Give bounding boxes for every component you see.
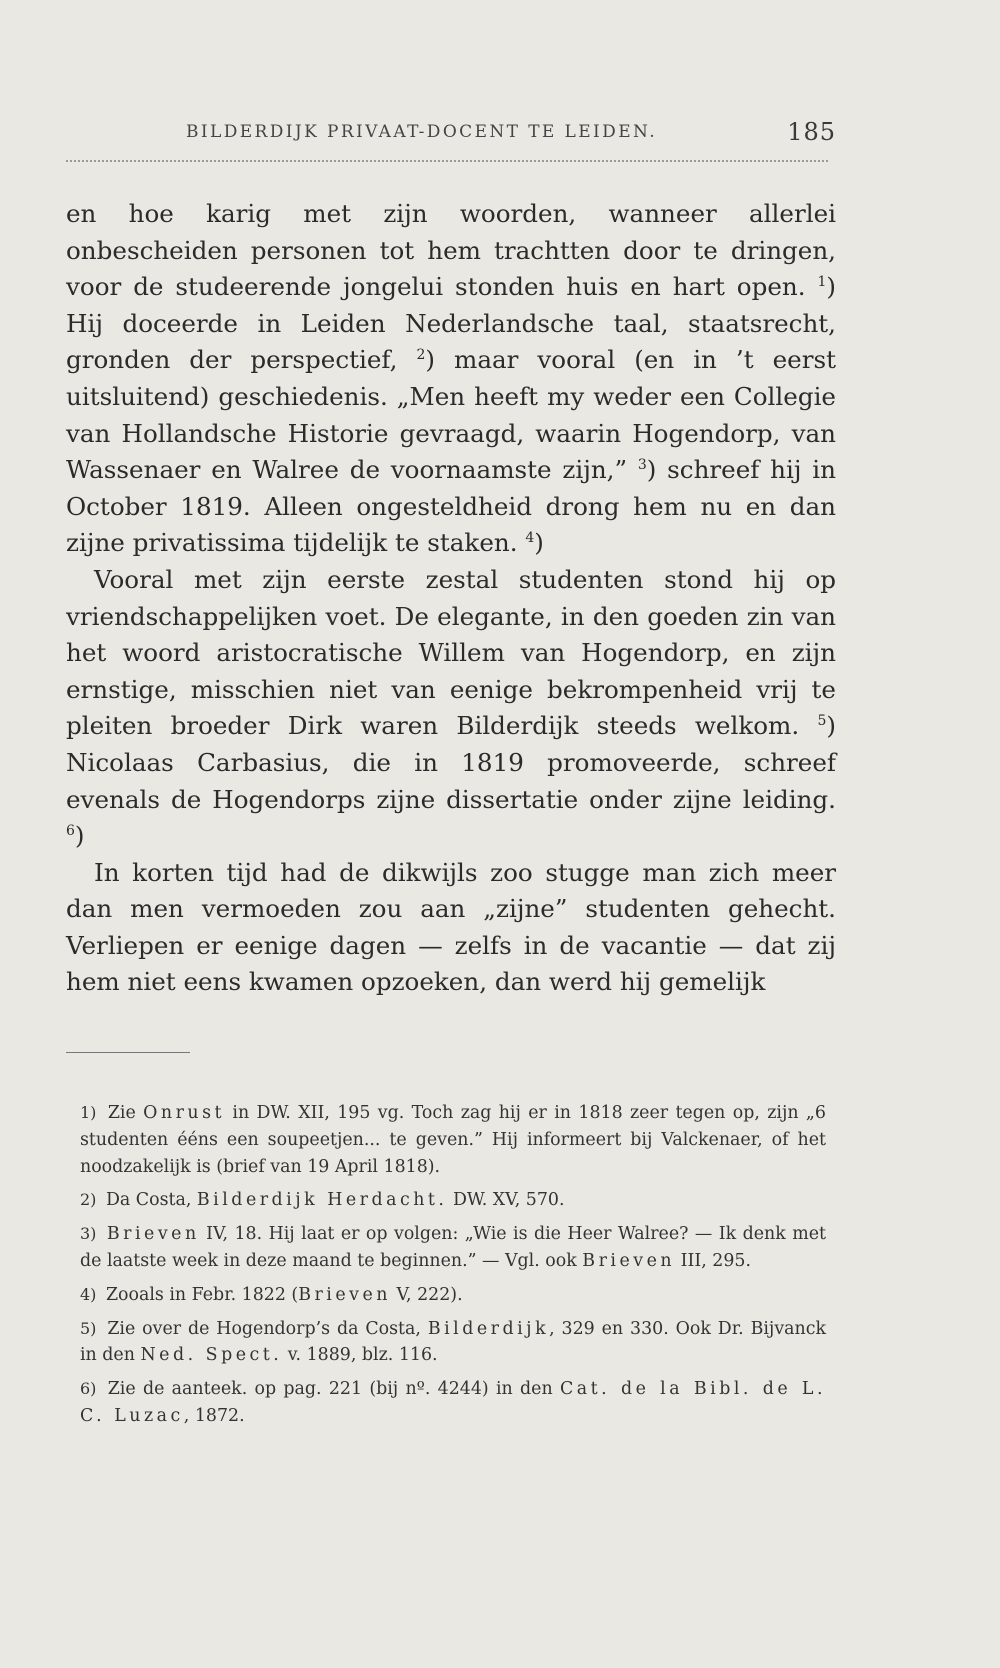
text-run: Da Costa, — [105, 1190, 197, 1211]
page-number: 185 — [787, 118, 836, 146]
text-run: ) schreef hij in October 1819. Alleen ongesteldheid drong hem nu en dan zijne privatissima tijdelijk te staken. — [66, 455, 836, 558]
spaced-title: Brieven — [106, 1224, 200, 1245]
page-header — [186, 118, 836, 150]
footnote-number: 5) — [80, 1318, 97, 1338]
text-run: in DW. XII, 195 vg. Toch zag hij er in 1818 zeer tegen op, zijn „6 studenten ééns een soupeetjen... te geven.” Hij informeert bij Valckenaer, of het noodzakelijk is (brief van 19 April 1818). — [80, 1103, 826, 1177]
footnote-3 — [66, 1221, 826, 1275]
spaced-title: Bilderdijk — [427, 1318, 550, 1339]
header-rule — [66, 160, 828, 162]
footnote-number: 3) — [80, 1224, 97, 1244]
footnote-ref: 3 — [637, 456, 647, 473]
spaced-title: Ned. Spect. — [140, 1345, 283, 1366]
footnote-2 — [66, 1187, 826, 1214]
text-run: ) Nicolaas Carbasius, die in 1819 promoveerde, schreef evenals de Hogendorps zijne dissertatie onder zijne leiding. — [66, 711, 836, 814]
footnotes — [66, 1100, 826, 1437]
text-run: ) — [534, 528, 544, 558]
footnote-4 — [66, 1282, 826, 1309]
text-run: Zie — [107, 1103, 144, 1123]
footnote-5 — [66, 1316, 826, 1370]
text-run: , 329 en 330. Ook Dr. Bijvanck in den — [80, 1318, 826, 1366]
footnote-ref: 2 — [416, 347, 426, 364]
footnote-ref: 6 — [66, 822, 75, 839]
spaced-title: Cat. de la Bibl. de L. C. Luzac — [80, 1379, 827, 1426]
text-run: v. 1889, blz. 116. — [282, 1345, 438, 1366]
running-title: BILDERDIJK PRIVAAT-DOCENT TE LEIDEN. — [186, 122, 657, 142]
footnote-number: 4) — [80, 1284, 97, 1304]
paragraph-2 — [66, 562, 836, 855]
footnote-number: 2) — [80, 1190, 97, 1210]
text-run: , 1872. — [183, 1405, 245, 1426]
text-run: DW. XV, 570. — [447, 1190, 565, 1211]
text-run: Zooals in Febr. 1822 ( — [105, 1284, 299, 1305]
text-run: ) maar vooral (en in ’t eerst uitsluitend) geschiedenis. „Men heeft my weder een Collegie van Hollandsche Historie gevraagd, waarin Hogendorp, van Wassenaer en Walree de voornaamste zijn,” — [66, 345, 836, 485]
text-run: III, 295. — [675, 1250, 751, 1271]
footnote-rule — [66, 1052, 190, 1053]
spaced-title: Brieven — [298, 1284, 391, 1305]
paragraph-1 — [66, 196, 836, 562]
footnote-ref: 5 — [817, 713, 827, 730]
footnote-ref: 4 — [525, 530, 535, 547]
footnote-number: 6) — [80, 1379, 97, 1399]
text-run: V, 222). — [390, 1284, 463, 1305]
footnote-1 — [66, 1100, 826, 1180]
footnote-ref: 1 — [817, 274, 827, 290]
text-run: IV, 18. Hij laat er op volgen: „Wie is die Heer Walree? — Ik denk met de laatste week in deze maand te beginnen.” — Vgl. ook — [80, 1224, 826, 1271]
spaced-title: Brieven — [582, 1250, 676, 1271]
spaced-title: Bilderdijk Herdacht. — [196, 1190, 448, 1211]
paragraph-3: In korten tijd had de dikwijls zoo stugge man zich meer dan men vermoeden zou aan „zijne” studenten gehecht. Verliepen er eenige dagen — zelfs in de vacantie — dat zij hem niet eens kwamen opzoeken, dan werd hij gemelijk — [66, 857, 836, 997]
footnote-number: 1) — [80, 1103, 97, 1122]
text-run: Zie de aanteek. op pag. 221 (bij nº. 4244) in den — [107, 1379, 560, 1400]
text-run: Zie over de Hogendorp’s da Costa, — [107, 1318, 428, 1339]
text-run: ) — [74, 821, 85, 851]
text-run: Vooral met zijn eerste zestal studenten stond hij op vriendschappelijken voet. De elegante, in den goeden zin van het woord aristocratische Willem van Hogendorp, en zijn ernstige, misschien niet van eenige bekrompenheid vrij te pleiten broeder Dirk waren Bilderdijk steeds welkom. — [66, 564, 836, 741]
text-run: en hoe karig met zijn woorden, wanneer allerlei onbescheiden personen tot hem trachtten door te dringen, voor de studeerende jongelui stonden huis en hart open. — [66, 199, 836, 302]
text-run: ) Hij doceerde in Leiden Nederlandsche taal, staatsrecht, gronden der perspectief, — [66, 272, 836, 375]
footnote-6 — [66, 1376, 826, 1430]
body-text — [66, 196, 836, 1001]
spaced-title: Onrust — [143, 1103, 226, 1123]
